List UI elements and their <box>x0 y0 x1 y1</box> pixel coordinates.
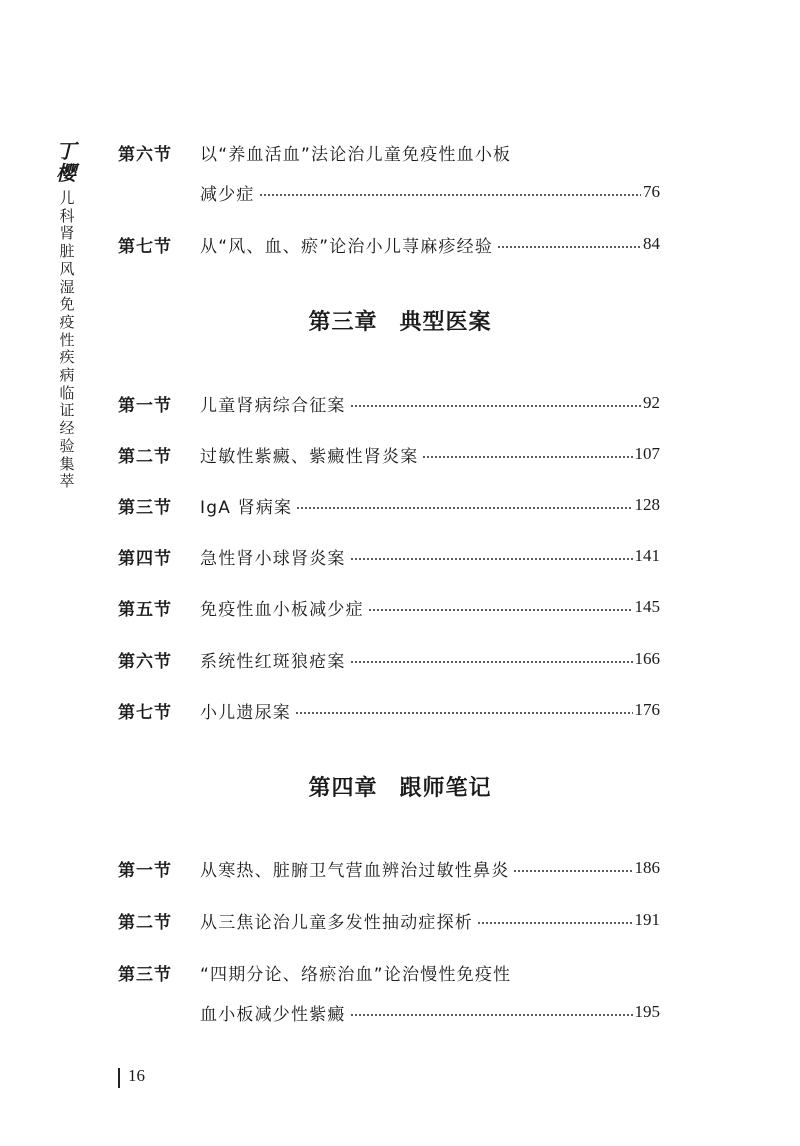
leader-dots <box>368 609 633 611</box>
section-number: 第五节 <box>118 599 172 620</box>
chapter-heading <box>0 305 800 336</box>
toc-entry[interactable] <box>118 853 660 883</box>
leader-dots <box>350 558 633 560</box>
page-number: 186 <box>634 858 660 877</box>
leader-dots <box>259 194 641 196</box>
chapter-title: 典型医案 <box>399 310 492 335</box>
section-title-cont: 减少症 <box>200 184 255 205</box>
toc-entry[interactable] <box>118 905 660 935</box>
toc-entry[interactable] <box>118 388 660 418</box>
toc-entry[interactable] <box>118 229 660 259</box>
section-title-cont: 血小板减少性紫癜 <box>200 1004 346 1025</box>
leader-dots <box>350 661 633 663</box>
leader-dots <box>295 712 633 714</box>
section-title: 以“养血活血”法论治儿童免疫性血小板 <box>200 144 512 165</box>
section-number: 第二节 <box>118 446 172 467</box>
toc-entry[interactable] <box>118 490 660 520</box>
page-number: 176 <box>634 700 660 719</box>
leader-dots <box>477 922 633 924</box>
section-title: 系统性红斑狼疮案 <box>200 651 346 672</box>
page-number: 84 <box>643 234 660 253</box>
chapter-number: 第三章 <box>308 310 378 335</box>
page-number: 141 <box>634 546 660 565</box>
toc-entry[interactable] <box>118 695 660 725</box>
section-number: 第四节 <box>118 548 172 569</box>
section-number: 第六节 <box>118 651 172 672</box>
toc-entry[interactable] <box>118 137 660 167</box>
section-number: 第二节 <box>118 912 172 933</box>
section-title: 从三焦论治儿童多发性抽动症探析 <box>200 912 473 933</box>
section-title: 从寒热、脏腑卫气营血辨治过敏性鼻炎 <box>200 860 510 881</box>
leader-dots <box>296 507 632 509</box>
section-number: 第一节 <box>118 395 172 416</box>
toc-entry[interactable] <box>118 541 660 571</box>
section-number: 第六节 <box>118 144 172 165</box>
running-head-vertical: 儿科肾脏风湿免疫性疾病临证经验集萃 <box>59 189 75 491</box>
page-folio: 16 <box>128 1066 145 1085</box>
leader-dots <box>350 405 641 407</box>
section-title: IgA 肾病案 <box>200 497 293 518</box>
page-number: 195 <box>634 1002 660 1021</box>
page-number: 76 <box>643 182 660 201</box>
section-title: 从“风、血、瘀”论治小儿荨麻疹经验 <box>200 236 494 257</box>
leader-dots <box>422 456 632 458</box>
leader-dots <box>513 870 632 872</box>
page-number: 128 <box>634 495 660 514</box>
folio-rule <box>118 1068 120 1088</box>
section-number: 第七节 <box>118 236 172 257</box>
section-title: 过敏性紫癜、紫癜性肾炎案 <box>200 446 419 467</box>
section-number: 第三节 <box>118 497 172 518</box>
section-title: 急性肾小球肾炎案 <box>200 548 346 569</box>
section-title: 小儿遗尿案 <box>200 702 291 723</box>
section-title: 儿童肾病综合征案 <box>200 395 346 416</box>
page-number: 145 <box>634 597 660 616</box>
section-number: 第七节 <box>118 702 172 723</box>
page-number: 107 <box>634 444 660 463</box>
chapter-title: 跟师笔记 <box>399 776 492 801</box>
section-number: 第一节 <box>118 860 172 881</box>
section-title: “四期分论、络瘀治血”论治慢性免疫性 <box>200 964 512 985</box>
toc-entry[interactable] <box>118 644 660 674</box>
toc-entry[interactable] <box>118 592 660 622</box>
section-number: 第三节 <box>118 964 172 985</box>
toc-entry-continuation[interactable] <box>200 177 660 207</box>
author-signature-logo: 丁 樱 <box>56 139 76 185</box>
toc-entry[interactable] <box>118 439 660 469</box>
page-number: 166 <box>634 649 660 668</box>
leader-dots <box>350 1014 633 1016</box>
chapter-number: 第四章 <box>308 776 378 801</box>
toc-entry[interactable] <box>118 957 660 987</box>
chapter-heading <box>0 771 800 802</box>
leader-dots <box>497 246 641 248</box>
section-title: 免疫性血小板减少症 <box>200 599 364 620</box>
page-number: 92 <box>643 393 660 412</box>
page-number: 191 <box>634 910 660 929</box>
toc-entry-continuation[interactable] <box>200 997 660 1027</box>
